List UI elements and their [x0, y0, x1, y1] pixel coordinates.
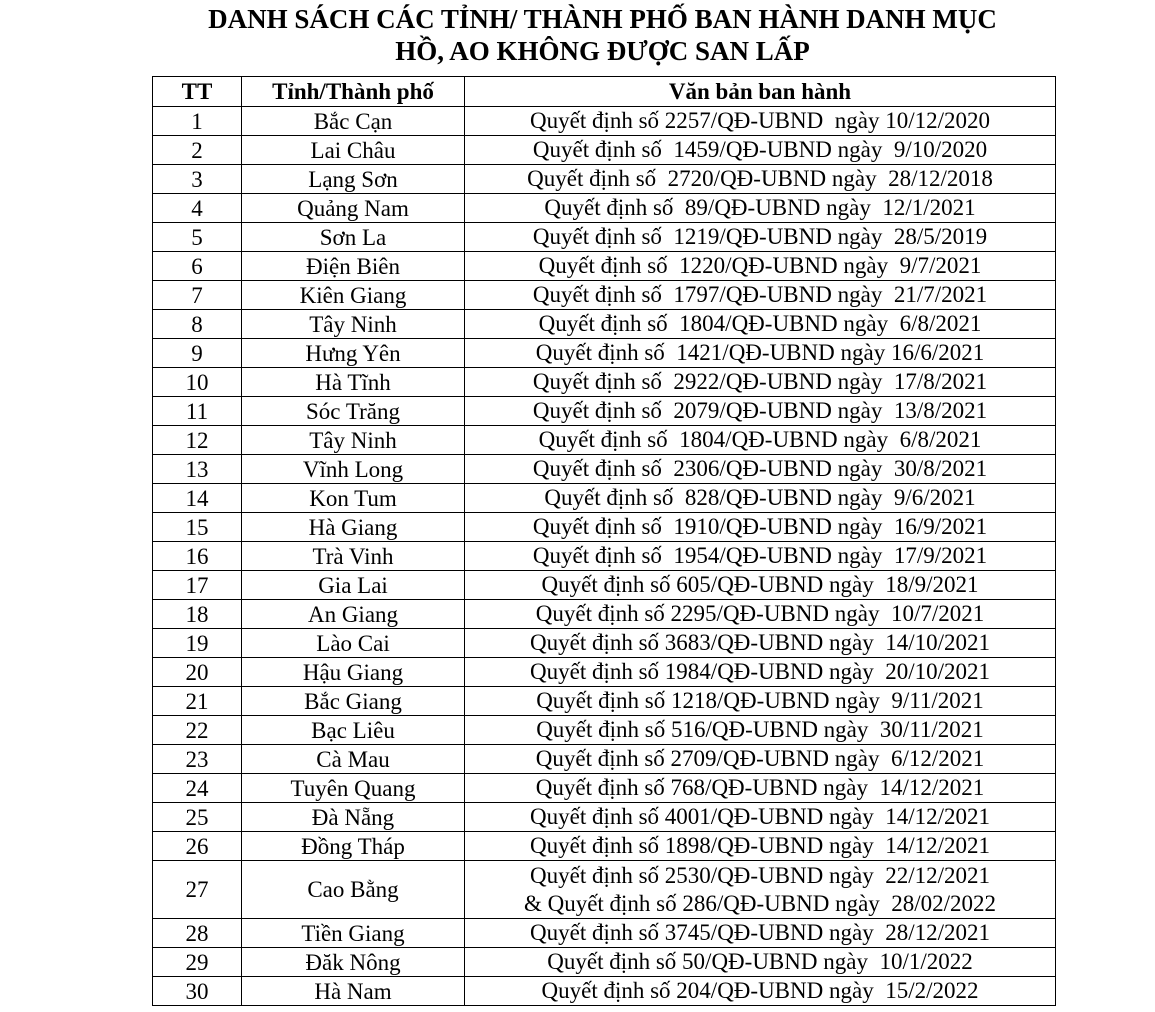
- row-number: 9: [153, 339, 242, 368]
- province-name: Đà Nẵng: [242, 803, 465, 832]
- issued-document: [465, 658, 1056, 687]
- issued-document: [465, 223, 1056, 252]
- document-line: Quyết định số 1219/QĐ-UBND ngày 28/5/2019: [532, 224, 988, 249]
- province-name: Hậu Giang: [242, 658, 465, 687]
- document-line: Quyết định số 2530/QĐ-UBND ngày 22/12/2021: [530, 862, 990, 888]
- province-name: Bắc Cạn: [242, 107, 465, 136]
- row-number: 6: [153, 252, 242, 281]
- table-row: [153, 832, 1056, 861]
- row-number: 1: [153, 107, 242, 136]
- province-name: Tây Ninh: [242, 426, 465, 455]
- issued-document: [465, 629, 1056, 658]
- row-number: 8: [153, 310, 242, 339]
- document-line: Quyết định số 828/QĐ-UBND ngày 9/6/2021: [544, 485, 976, 510]
- document-line: Quyết định số 2709/QĐ-UBND ngày 6/12/2021: [535, 746, 985, 771]
- table-row: [153, 716, 1056, 745]
- document-line: Quyết định số 1220/QĐ-UBND ngày 9/7/2021: [538, 253, 982, 278]
- table-row: [153, 948, 1056, 977]
- province-name: Cao Bằng: [242, 861, 465, 919]
- issued-document: [465, 745, 1056, 774]
- table-row: [153, 455, 1056, 484]
- issued-document: [465, 919, 1056, 948]
- issued-document: [465, 136, 1056, 165]
- issued-document: [465, 513, 1056, 542]
- issued-document: [465, 426, 1056, 455]
- row-number: 7: [153, 281, 242, 310]
- row-number: 13: [153, 455, 242, 484]
- issued-document: [465, 832, 1056, 861]
- document-line: Quyết định số 768/QĐ-UBND ngày 14/12/2021: [535, 775, 985, 800]
- issued-document: [465, 571, 1056, 600]
- province-table: [152, 76, 1056, 1006]
- issued-document: [465, 774, 1056, 803]
- table-row: [153, 600, 1056, 629]
- province-name: Điện Biên: [242, 252, 465, 281]
- document-line: Quyết định số 1910/QĐ-UBND ngày 16/9/2021: [532, 514, 988, 539]
- province-name: Đồng Tháp: [242, 832, 465, 861]
- document-line: Quyết định số 516/QĐ-UBND ngày 30/11/2021: [536, 717, 984, 742]
- province-name: Trà Vinh: [242, 542, 465, 571]
- row-number: 11: [153, 397, 242, 426]
- document-line: Quyết định số 1954/QĐ-UBND ngày 17/9/2021: [532, 543, 988, 568]
- province-name: Kon Tum: [242, 484, 465, 513]
- document-line: Quyết định số 1898/QĐ-UBND ngày 14/12/2021: [530, 833, 990, 858]
- province-name: Gia Lai: [242, 571, 465, 600]
- row-number: 21: [153, 687, 242, 716]
- table-row: [153, 687, 1056, 716]
- province-name: Tuyên Quang: [242, 774, 465, 803]
- province-name: An Giang: [242, 600, 465, 629]
- document-title-line-2: HỒ, AO KHÔNG ĐƯỢC SAN LẤP: [395, 36, 810, 66]
- table-row: [153, 310, 1056, 339]
- province-name: Hà Giang: [242, 513, 465, 542]
- row-number: 28: [153, 919, 242, 948]
- document-line: Quyết định số 2922/QĐ-UBND ngày 17/8/2021: [532, 369, 988, 394]
- province-name: Bạc Liêu: [242, 716, 465, 745]
- province-name: Tiền Giang: [242, 919, 465, 948]
- table-row: [153, 426, 1056, 455]
- province-name: Hà Nam: [242, 977, 465, 1006]
- table-row: [153, 803, 1056, 832]
- row-number: 29: [153, 948, 242, 977]
- table-row: [153, 658, 1056, 687]
- issued-document: [465, 977, 1056, 1006]
- province-name: Bắc Giang: [242, 687, 465, 716]
- row-number: 14: [153, 484, 242, 513]
- document-line: Quyết định số 2720/QĐ-UBND ngày 28/12/2018: [527, 166, 993, 191]
- province-name: Kiên Giang: [242, 281, 465, 310]
- document-line: Quyết định số 89/QĐ-UBND ngày 12/1/2021: [544, 195, 976, 220]
- document-line: Quyết định số 1459/QĐ-UBND ngày 9/10/2020: [532, 137, 988, 162]
- document-line: Quyết định số 1218/QĐ-UBND ngày 9/11/2021: [536, 688, 984, 713]
- row-number: 18: [153, 600, 242, 629]
- row-number: 2: [153, 136, 242, 165]
- table-row: [153, 252, 1056, 281]
- table-row: [153, 339, 1056, 368]
- row-number: 3: [153, 165, 242, 194]
- table-row: [153, 571, 1056, 600]
- row-number: 24: [153, 774, 242, 803]
- table-row: [153, 281, 1056, 310]
- issued-document: [465, 194, 1056, 223]
- province-name: Tây Ninh: [242, 310, 465, 339]
- table-row: [153, 542, 1056, 571]
- issued-document: [465, 803, 1056, 832]
- province-name: Sóc Trăng: [242, 397, 465, 426]
- issued-document: [465, 397, 1056, 426]
- province-name: Hưng Yên: [242, 339, 465, 368]
- header-province: Tỉnh/Thành phố: [242, 77, 465, 107]
- issued-document: [465, 165, 1056, 194]
- document-line: & Quyết định số 286/QĐ-UBND ngày 28/02/2022: [523, 890, 997, 916]
- row-number: 22: [153, 716, 242, 745]
- issued-document: [465, 107, 1056, 136]
- row-number: 19: [153, 629, 242, 658]
- province-name: Lai Châu: [242, 136, 465, 165]
- issued-document: [465, 542, 1056, 571]
- province-name: Lạng Sơn: [242, 165, 465, 194]
- table-row: [153, 397, 1056, 426]
- table-header-row: [153, 77, 1056, 107]
- table-row: [153, 136, 1056, 165]
- header-tt: TT: [153, 77, 242, 107]
- document-line: Quyết định số 3745/QĐ-UBND ngày 28/12/2021: [530, 920, 990, 945]
- table-row: [153, 368, 1056, 397]
- province-name: Đăk Nông: [242, 948, 465, 977]
- table-row: [153, 484, 1056, 513]
- document-line: Quyết định số 2079/QĐ-UBND ngày 13/8/2021: [532, 398, 988, 423]
- document-line: Quyết định số 2295/QĐ-UBND ngày 10/7/2021: [535, 601, 985, 626]
- row-number: 27: [153, 861, 242, 919]
- document-line: Quyết định số 1804/QĐ-UBND ngày 6/8/2021: [538, 427, 982, 452]
- row-number: 26: [153, 832, 242, 861]
- document-line: Quyết định số 1421/QĐ-UBND ngày 16/6/2021: [535, 340, 985, 365]
- document-line: Quyết định số 204/QĐ-UBND ngày 15/2/2022: [541, 978, 979, 1003]
- row-number: 10: [153, 368, 242, 397]
- row-number: 20: [153, 658, 242, 687]
- table-row: [153, 223, 1056, 252]
- row-number: 30: [153, 977, 242, 1006]
- issued-document: [465, 861, 1056, 919]
- table-row: [153, 861, 1056, 919]
- issued-document: [465, 600, 1056, 629]
- table-row: [153, 513, 1056, 542]
- row-number: 5: [153, 223, 242, 252]
- row-number: 16: [153, 542, 242, 571]
- issued-document: [465, 281, 1056, 310]
- province-name: Quảng Nam: [242, 194, 465, 223]
- province-name: Lào Cai: [242, 629, 465, 658]
- document-line: Quyết định số 3683/QĐ-UBND ngày 14/10/2021: [530, 630, 990, 655]
- issued-document: [465, 687, 1056, 716]
- table-row: [153, 919, 1056, 948]
- row-number: 17: [153, 571, 242, 600]
- table-row: [153, 745, 1056, 774]
- row-number: 15: [153, 513, 242, 542]
- issued-document: [465, 252, 1056, 281]
- issued-document: [465, 716, 1056, 745]
- document-line: Quyết định số 1804/QĐ-UBND ngày 6/8/2021: [538, 311, 982, 336]
- province-name: Vĩnh Long: [242, 455, 465, 484]
- row-number: 23: [153, 745, 242, 774]
- table-row: [153, 107, 1056, 136]
- province-name: Cà Mau: [242, 745, 465, 774]
- document-line: Quyết định số 50/QĐ-UBND ngày 10/1/2022: [547, 949, 973, 974]
- issued-document: [465, 339, 1056, 368]
- table-row: [153, 977, 1056, 1006]
- document-line: Quyết định số 1984/QĐ-UBND ngày 20/10/2021: [530, 659, 990, 684]
- province-name: Sơn La: [242, 223, 465, 252]
- row-number: 25: [153, 803, 242, 832]
- table-row: [153, 774, 1056, 803]
- document-line: Quyết định số 4001/QĐ-UBND ngày 14/12/2021: [530, 804, 990, 829]
- issued-document: [465, 310, 1056, 339]
- document-line: Quyết định số 605/QĐ-UBND ngày 18/9/2021: [541, 572, 979, 597]
- province-name: Hà Tĩnh: [242, 368, 465, 397]
- document-title-line-1: DANH SÁCH CÁC TỈNH/ THÀNH PHỐ BAN HÀNH DANH MỤC: [208, 4, 997, 34]
- document-line: Quyết định số 2257/QĐ-UBND ngày 10/12/2020: [530, 108, 990, 133]
- issued-document: [465, 455, 1056, 484]
- table-row: [153, 165, 1056, 194]
- table-body: [153, 107, 1056, 1006]
- issued-document: [465, 368, 1056, 397]
- row-number: 4: [153, 194, 242, 223]
- document-line: Quyết định số 1797/QĐ-UBND ngày 21/7/2021: [532, 282, 988, 307]
- issued-document: [465, 484, 1056, 513]
- issued-document: [465, 948, 1056, 977]
- header-document: Văn bản ban hành: [465, 77, 1056, 107]
- table-row: [153, 194, 1056, 223]
- document-line: Quyết định số 2306/QĐ-UBND ngày 30/8/2021: [532, 456, 988, 481]
- table-row: [153, 629, 1056, 658]
- row-number: 12: [153, 426, 242, 455]
